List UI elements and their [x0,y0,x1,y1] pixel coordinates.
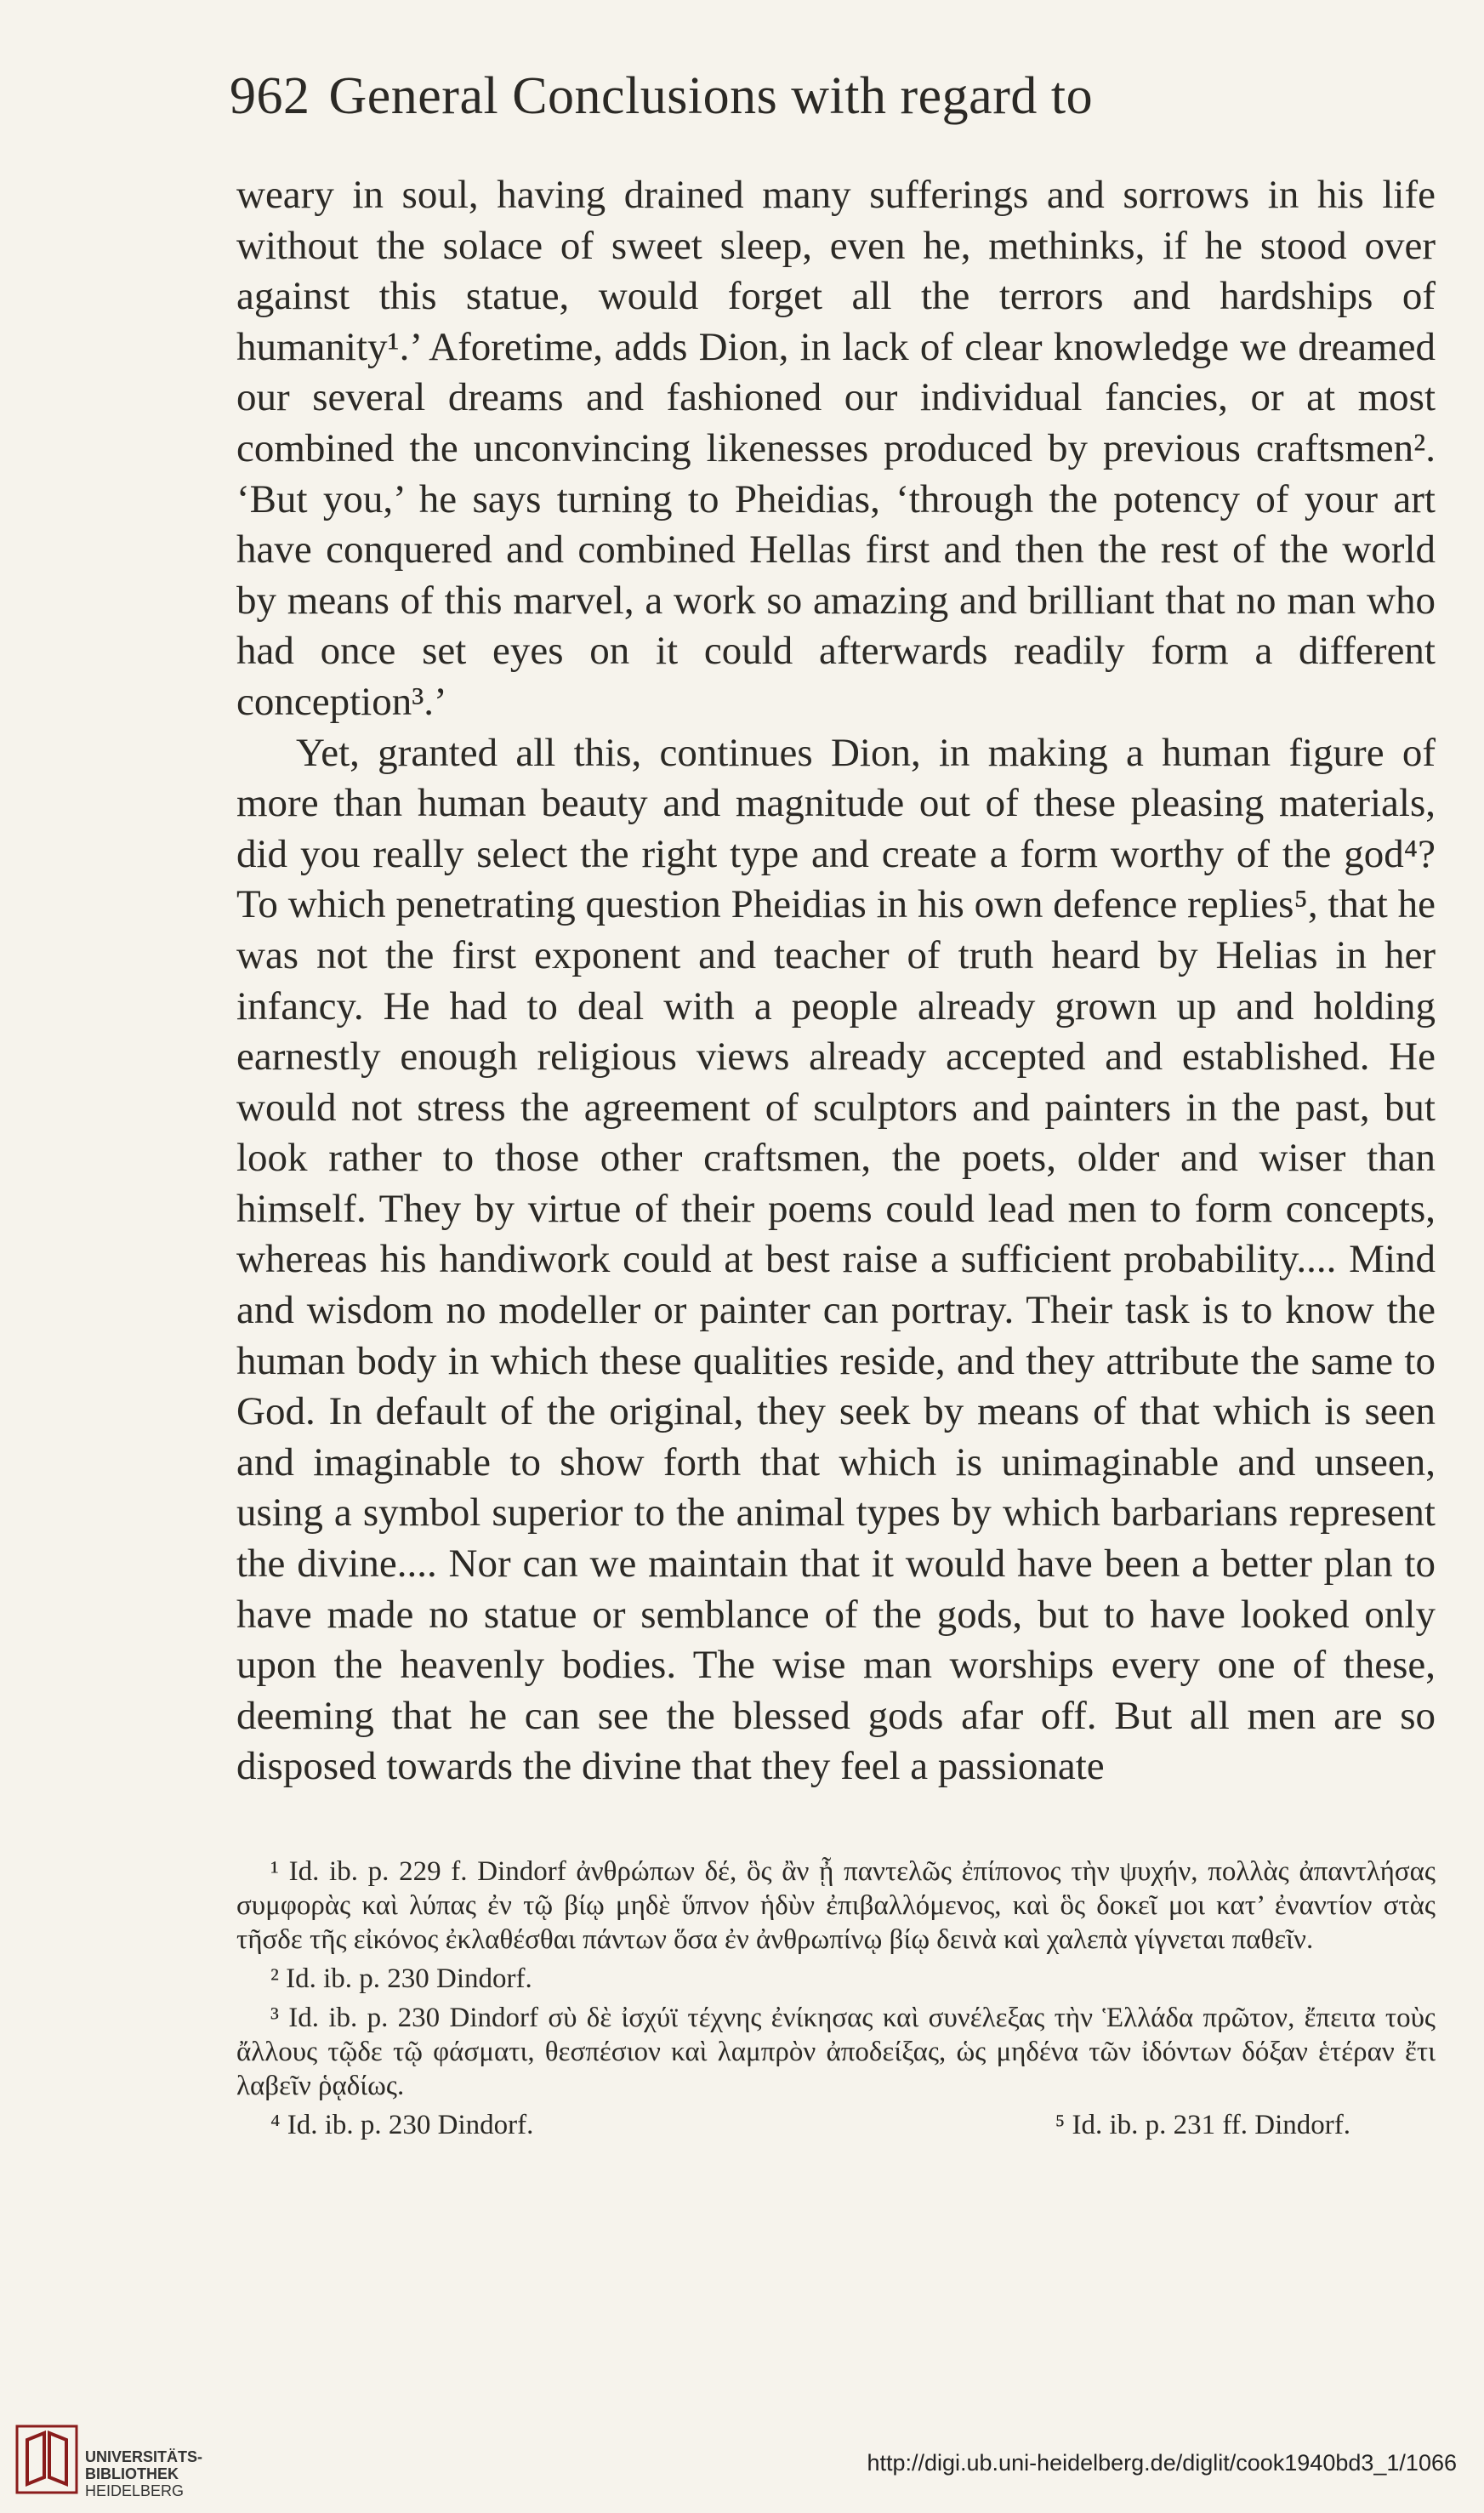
library-line: HEIDELBERG [85,2482,185,2499]
footnotes [236,1855,1436,2142]
footnote-2: ² Id. ib. p. 230 Dindorf. [270,1963,532,1994]
footnote-5: ⁵ Id. ib. p. 231 ff. Dindorf. [1055,2110,1350,2140]
footnote-4: ⁴ Id. ib. p. 230 Dindorf. [270,2110,534,2140]
page-number: 962 [230,67,310,125]
footnote-3: ³ Id. ib. p. 230 Dindorf σὺ δὲ ἰσχύϊ τέχνης ἐνίκησας καὶ συνέλεξας τὴν Ἑλλάδα πρῶτον, ἔπειτα τοὺς ἄλλους τῷδε τῷ φάσματι, θεσπέσιον καὶ λαμπρὸν ἀποδείξας, ὡς μηδένα τῶν ἰδόντων δόξαν ἑτέραν ἔτι λαβεῖν ῥᾳδίως. [236,2003,1436,2101]
source-url-link[interactable]: http://digi.ub.uni-heidelberg.de/diglit/cook1940bd3_1/1066 [867,2450,1457,2476]
library-line: UNIVERSITÄTS- [85,2448,203,2465]
library-line: BIBLIOTHEK [85,2465,179,2482]
main-text [236,170,1436,1792]
running-title: General Conclusions with regard to [328,67,1094,125]
paragraph: weary in soul, having drained many sufferings and sorrows in his life without the solace of sweet sleep, even he, methinks, if he stood over against this statue, would forget all the terrors and hardships of humanity¹.’ Aforetime, adds Dion, in lack of clear knowledge we dreamed our several dreams and fashioned our individual fancies, or at most combined the unconvincing likenesses produced by previous craftsmen². ‘But you,’ he says turning to Pheidias, ‘through the potency of your art have conquered and combined Hellas first and then the rest of the world by means of this marvel, a work so amazing and brilliant that no man who had once set eyes on it could afterwards readily form a different conception³.’ [236,173,1436,724]
footnote-1: ¹ Id. ib. p. 229 f. Dindorf ἀνθρώπων δέ, ὃς ἂν ᾖ παντελῶς ἐπίπονος τὴν ψυχήν, πολλὰς ἀπαντλήσας συμφορὰς καὶ λύπας ἐν τῷ βίῳ μηδὲ ὕπνον ἡδὺν ἐπιβαλλόμενος, καὶ ὃς δοκεῖ μοι κατ’ ἐναντίον στὰς τῆσδε τῆς εἰκόνος ἐκλαθέσθαι πάντων ὅσα ἐν ἀνθρωπίνῳ βίῳ δεινὰ καὶ χαλεπὰ γίγνεται παθεῖν. [236,1856,1436,1955]
paragraph: Yet, granted all this, continues Dion, in making a human figure of more than human beauty and magnitude out of these pleasing materials, did you really select the right type and create a form worthy of the god⁴? To which penetrating question Pheidias in his own defence replies⁵, that he was not the first exponent and teacher of truth heard by Helias in her infancy. He had to deal with a people already grown up and holding earnestly enough religious views already accepted and established. He would not stress the agreement of sculptors and painters in the past, but look rather to those other craftsmen, the poets, older and wiser than himself. They by virtue of their poems could lead men to form concepts, whereas his handiwork could at best raise a sufficient probability.... Mind and wisdom no modeller or painter can portray. Their task is to know the human body in which these qualities reside, and they attribute the same to God. In default of the original, they seek by means of that which is seen and imaginable to show forth that which is unimaginable and unseen, using a symbol superior to the animal types by which barbarians represent the divine.... Nor can we maintain that it would have been a better plan to have made no statue or semblance of the gods, but to have looked only upon the heavenly bodies. The wise man worships every one of these, deeming that he can see the blessed gods afar off. But all men are so disposed towards the divine that they feel a passionate [236,730,1436,1789]
running-header [230,66,1093,127]
footnotes-4-5 [236,2108,1436,2142]
library-logo-icon [15,2425,78,2494]
library-name [85,2448,202,2499]
